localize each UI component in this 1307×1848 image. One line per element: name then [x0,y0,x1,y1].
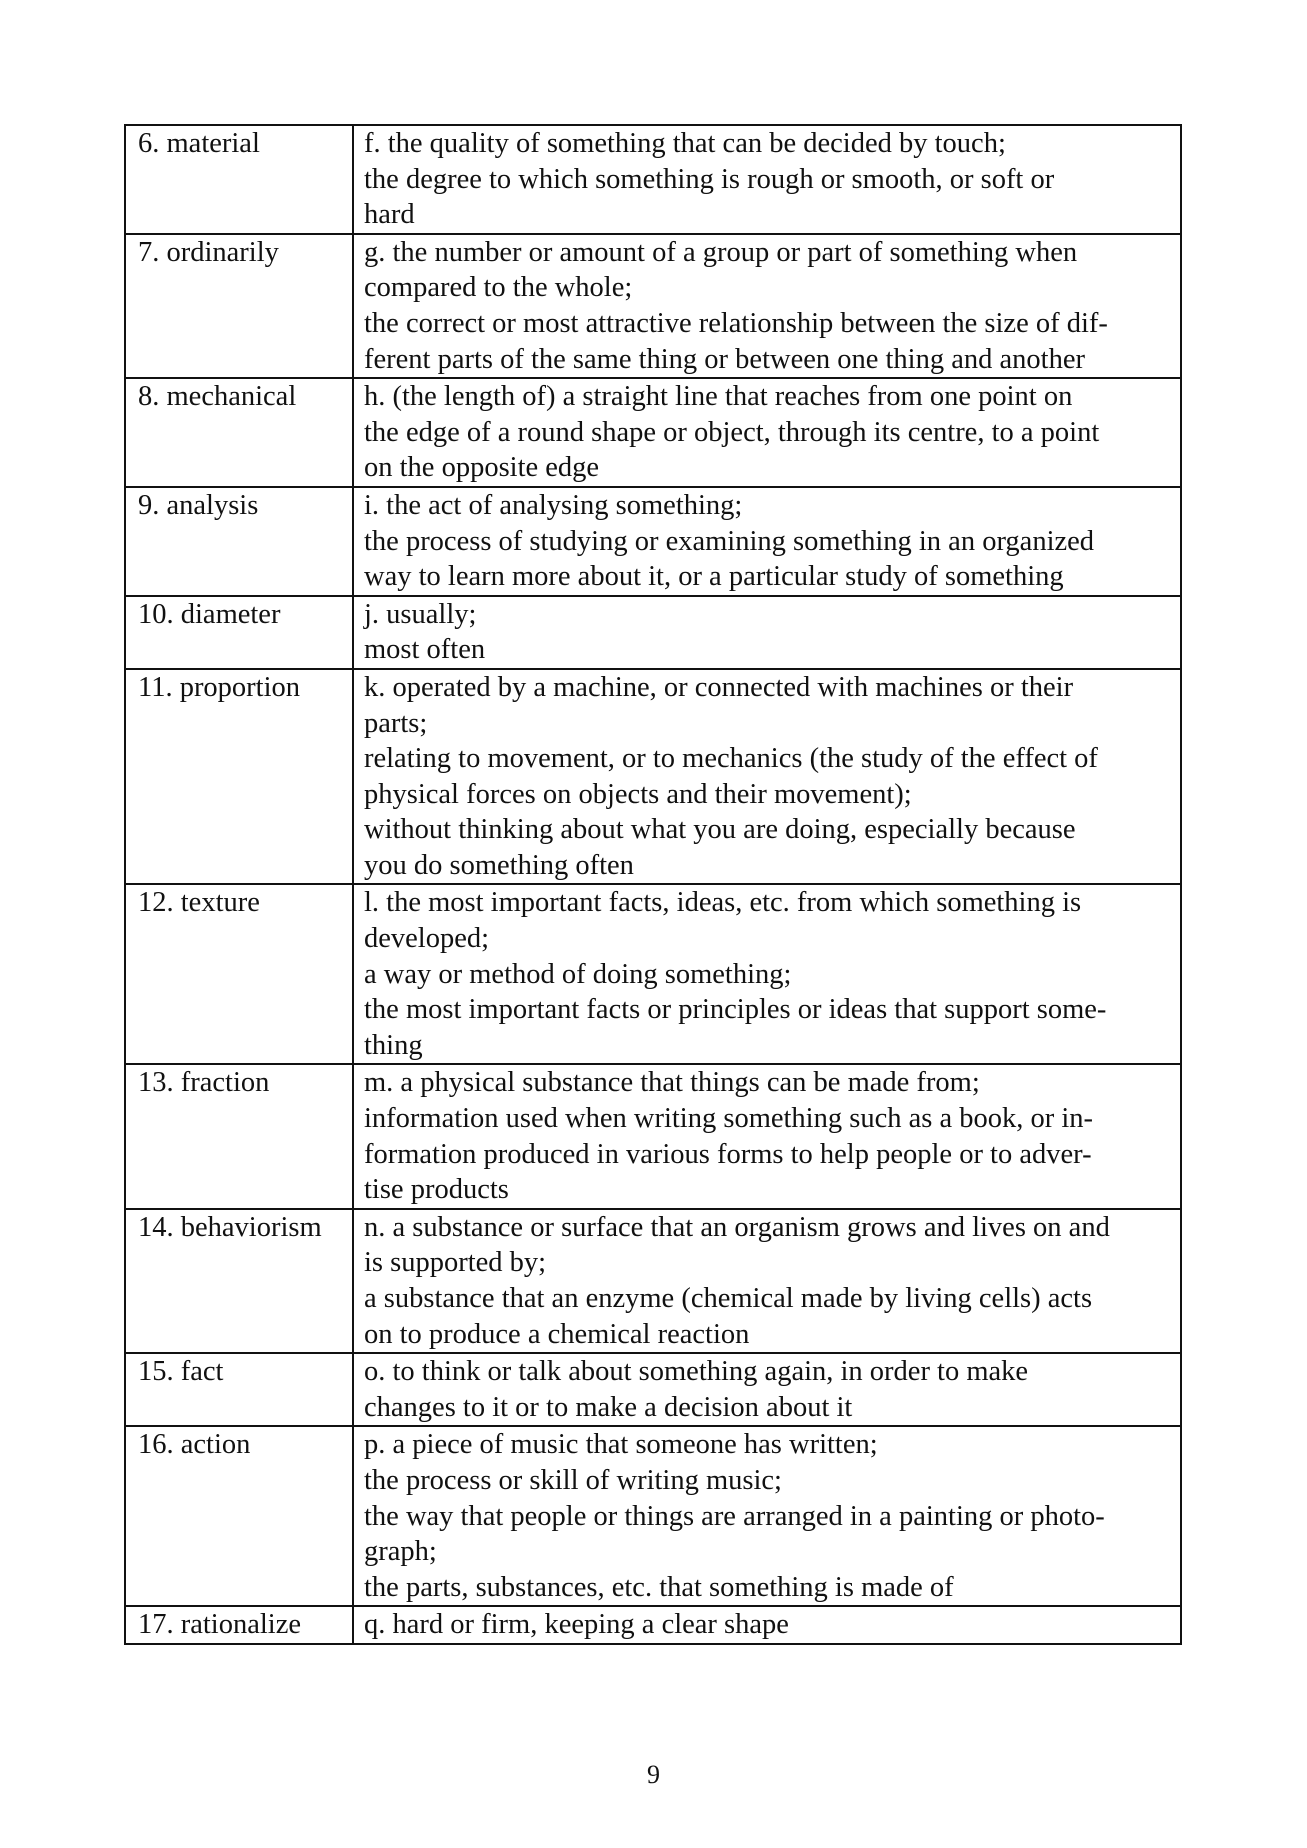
definition-cell [353,1426,1181,1606]
definition-line: is supported by; [364,1247,547,1279]
table-row [125,378,1181,487]
table-row [125,487,1181,596]
definition-line: ferent parts of the same thing or between one thing and another [364,343,1085,375]
definition-cell [353,884,1181,1064]
definition-line: thing [364,1029,423,1061]
table-row [125,1606,1181,1644]
definition-line: formation produced in various forms to help people or to adver- [364,1138,1092,1170]
definition-line: the way that people or things are arranged in a painting or photo- [364,1500,1105,1532]
definition-cell [353,378,1181,487]
definition-line: hard [364,199,415,231]
definition-cell [353,234,1181,378]
definition-line: p. a piece of music that someone has written; [364,1429,878,1461]
term-cell: 15. fact [125,1353,353,1426]
term-cell: 8. mechanical [125,378,353,487]
definition-line: changes to it or to make a decision about it [364,1391,853,1423]
definition-line: the parts, substances, etc. that something is made of [364,1571,954,1603]
definition-cell [353,1209,1181,1353]
definition-line: way to learn more about it, or a particular study of something [364,561,1064,593]
definition-cell [353,125,1181,234]
definition-line: the process or skill of writing music; [364,1464,782,1496]
vocabulary-matching-table [124,124,1182,1645]
definition-line: n. a substance or surface that an organism grows and lives on and [364,1211,1110,1243]
definition-line: j. usually; [364,598,477,630]
term-cell: 6. material [125,125,353,234]
definition-cell [353,487,1181,596]
definition-line: o. to think or talk about something again, in order to make [364,1356,1029,1388]
definition-line: a way or method of doing something; [364,958,792,990]
term-cell: 10. diameter [125,596,353,669]
definition-cell [353,1353,1181,1426]
definition-cell [353,669,1181,885]
definition-line: relating to movement, or to mechanics (the study of the effect of [364,743,1098,775]
definition-line: compared to the whole; [364,272,633,304]
definition-line: k. operated by a machine, or connected with machines or their [364,671,1074,703]
definition-line: without thinking about what you are doing, especially because [364,814,1076,846]
definition-line: parts; [364,707,428,739]
table-row [125,125,1181,234]
term-cell: 12. texture [125,884,353,1064]
definition-line: most often [364,634,486,666]
definition-line: h. (the length of) a straight line that reaches from one point on [364,381,1073,413]
definition-cell [353,596,1181,669]
term-cell: 17. rationalize [125,1606,353,1644]
definition-line: l. the most important facts, ideas, etc. from which something is [364,887,1082,919]
term-cell: 13. fraction [125,1064,353,1208]
term-cell: 14. behaviorism [125,1209,353,1353]
definition-line: q. hard or firm, keeping a clear shape [364,1609,789,1641]
definition-line: developed; [364,923,490,955]
table-row [125,1426,1181,1606]
table-row [125,669,1181,885]
definition-line: graph; [364,1536,437,1568]
definition-line: a substance that an enzyme (chemical made by living cells) acts [364,1283,1093,1314]
term-cell: 16. action [125,1426,353,1606]
term-cell: 7. ordinarily [125,234,353,378]
definition-line: i. the act of analysing something; [364,489,743,521]
table-row [125,234,1181,378]
definition-line: the degree to which something is rough or smooth, or soft or [364,163,1055,195]
definition-line: on the opposite edge [364,452,600,484]
table-row [125,884,1181,1064]
definition-line: g. the number or amount of a group or part of something when [364,236,1078,268]
definition-line: m. a physical substance that things can be made from; [364,1067,980,1099]
definition-line: tise products [364,1174,509,1206]
definition-line: the correct or most attractive relationship between the size of dif- [364,307,1108,339]
definition-line: physical forces on objects and their movement); [364,778,912,810]
table-row [125,1064,1181,1208]
table-row [125,596,1181,669]
definition-cell [353,1064,1181,1208]
term-cell: 11. proportion [125,669,353,885]
definition-line: the edge of a round shape or object, through its centre, to a point [364,416,1100,448]
definition-line: you do something often [364,849,634,881]
definition-cell [353,1606,1181,1644]
term-cell: 9. analysis [125,487,353,596]
table-row [125,1209,1181,1353]
definition-line: f. the quality of something that can be decided by touch; [364,128,1006,159]
definition-line: information used when writing something such as a book, or in- [364,1103,1094,1135]
definition-line: the most important facts or principles or ideas that support some- [364,994,1107,1026]
table-row [125,1353,1181,1426]
definition-line: on to produce a chemical reaction [364,1318,750,1350]
definition-line: the process of studying or examining something in an organized [364,525,1095,557]
page-number: 9 [647,1760,660,1789]
